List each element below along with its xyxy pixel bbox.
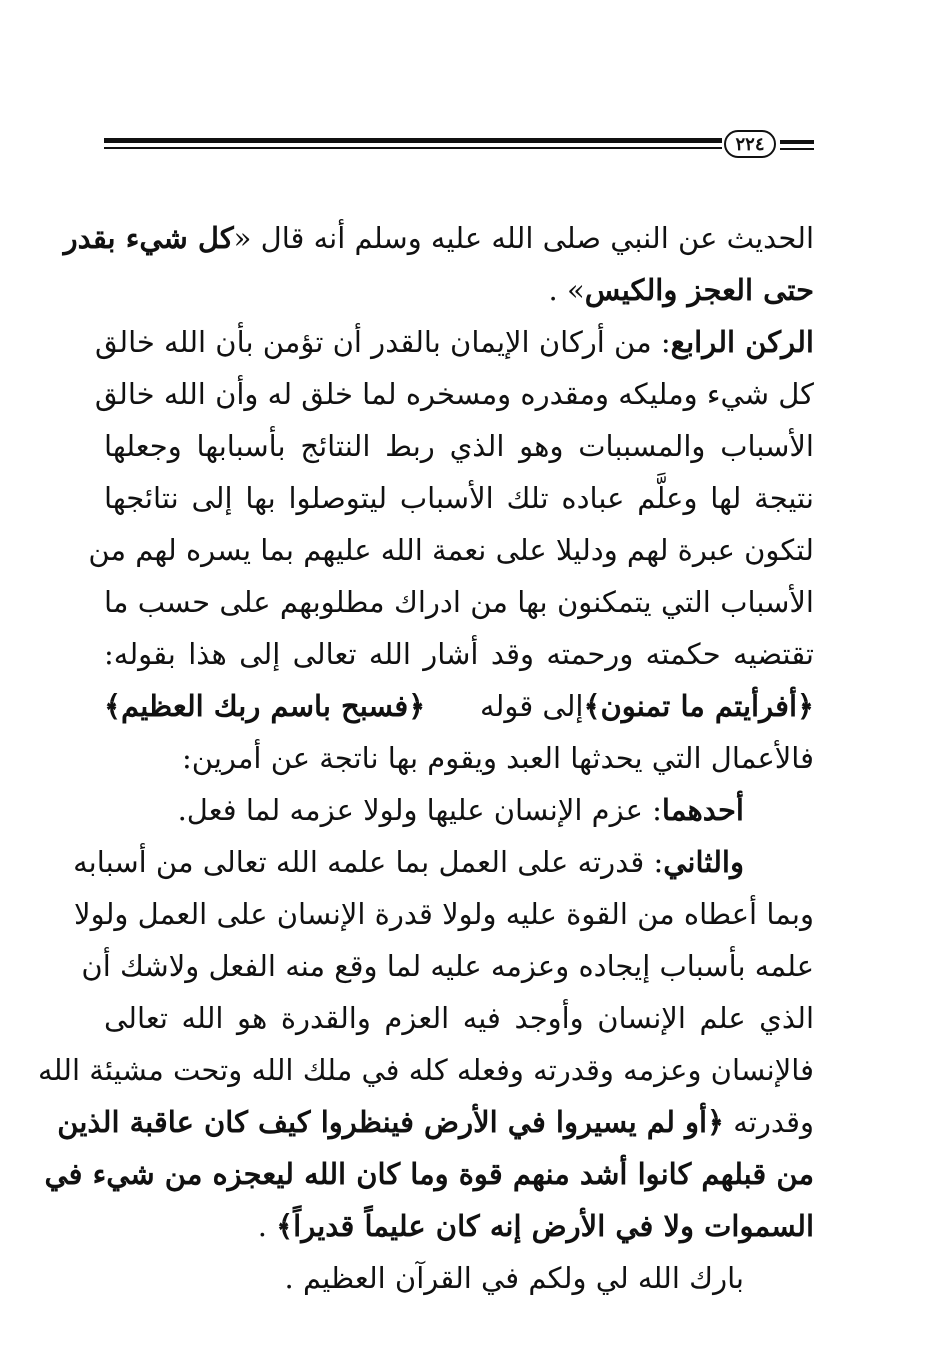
text-line (104, 1200, 814, 1252)
paragraph-block-after (38, 732, 814, 1304)
text-span: الذي علم الإنسان وأوجد فيه العزم والقدرة هو الله تعالى (104, 1001, 814, 1035)
bold-text-span: السموات ولا في الأرض إنه كان عليماً قديراً﴾ (276, 1209, 814, 1243)
text-line (81, 940, 814, 992)
text-span: الحديث عن النبي صلى الله عليه وسلم أنه قال « (233, 221, 814, 255)
text-span: لتكون عبرة لهم ودليلا على نعمة الله عليهم بما يسره لهم من (88, 533, 814, 567)
text-line (63, 212, 814, 264)
page-number: ٢٢٤ (724, 130, 776, 158)
body-text (38, 212, 814, 1304)
text-line (104, 420, 814, 472)
text-line (104, 472, 814, 524)
verse-quote-b: ﴿فسبح باسم ربك العظيم﴾ (104, 689, 426, 723)
text-line (104, 784, 814, 836)
verse-gap (425, 680, 480, 732)
text-span: فالأعمال التي يحدثها العبد ويقوم بها ناتجة عن أمرين: (181, 741, 814, 775)
text-span: الأسباب التي يتمكنون بها من ادراك مطلوبهم على حسب ما (104, 585, 814, 619)
text-span: : قدرته على العمل بما علمه الله تعالى من أسبابه (73, 845, 664, 879)
header-rule-thin (104, 147, 722, 149)
text-span: علمه بأسباب إيجاده وعزمه عليه لما وقع منه الفعل ولاشك أن (81, 949, 814, 983)
bold-text-span: الركن الرابع (670, 325, 814, 359)
text-span: » . (548, 273, 585, 307)
text-span: تقتضيه حكمته ورحمته وقد أشار الله تعالى إلى هذا بقوله: (104, 637, 814, 671)
text-span: كل شيء ومليكه ومقدره ومسخره لما خلق له وأن الله خالق (94, 377, 814, 411)
text-line (104, 576, 814, 628)
page-header (104, 130, 814, 166)
text-span: . (257, 1209, 277, 1243)
paragraph-block-before (63, 212, 814, 680)
text-line (38, 1044, 814, 1096)
header-rule-right-thick (780, 140, 814, 144)
bold-text-span: كل شيء بقدر (63, 221, 234, 255)
text-span: : من أركان الإيمان بالقدر أن تؤمن بأن الله خالق (95, 325, 671, 359)
header-rule-left (104, 138, 722, 152)
text-span: فالإنسان وعزمه وقدرته وفعله كله في ملك الله وتحت مشيئة الله (38, 1053, 814, 1087)
text-line (73, 836, 814, 888)
bold-text-span: والثاني (663, 845, 744, 879)
bold-text-span: من قبلهم كانوا أشد منهم قوة وما كان الله ليعجزه من شيء في (44, 1157, 814, 1191)
text-line (95, 316, 814, 368)
text-span: بارك الله لي ولكم في القرآن العظيم . (284, 1261, 744, 1295)
header-rule-right-thin (780, 148, 814, 150)
text-line (88, 524, 814, 576)
verse-quote-a: ﴿أفرأيتم ما تمنون﴾ (583, 689, 814, 723)
text-line (44, 1148, 814, 1200)
text-line (57, 1096, 814, 1148)
bold-text-span: أحدهما (661, 793, 744, 827)
verse-line (104, 680, 814, 732)
text-span: وقدرته (724, 1105, 814, 1139)
text-span: نتيجة لها وعلَّم عباده تلك الأسباب ليتوصلوا بها إلى نتائجها (104, 481, 814, 515)
text-line (104, 992, 814, 1044)
text-span: وبما أعطاه من القوة عليه ولولا قدرة الإنسان على العمل ولولا (74, 897, 814, 931)
text-line (104, 732, 814, 784)
bold-text-span: حتى العجز والكيس (584, 273, 814, 307)
header-rule-right (780, 140, 814, 152)
verse-connector: إلى قوله (479, 689, 584, 723)
header-rule-thick (104, 138, 722, 143)
text-line (104, 1252, 814, 1304)
text-span: : عزم الإنسان عليها ولولا عزمه لما فعل. (177, 793, 662, 827)
text-line (94, 368, 814, 420)
text-line (74, 888, 814, 940)
text-span: الأسباب والمسببات وهو الذي ربط النتائج بأسبابها وجعلها (104, 429, 814, 463)
text-line (104, 628, 814, 680)
text-line (104, 264, 814, 316)
bold-text-span: ﴿أو لم يسيروا في الأرض فينظروا كيف كان عاقبة الذين (57, 1105, 725, 1139)
